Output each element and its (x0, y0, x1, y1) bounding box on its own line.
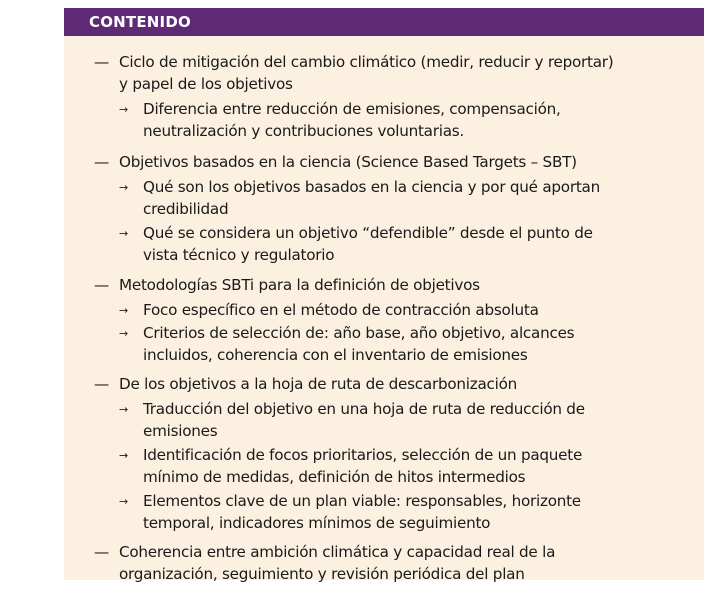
list-item-text: Objetivos basados en la ciencia (Science Based Targets – SBT) (119, 153, 577, 171)
sub-item-text: Traducción del objetivo en una hoja de ruta de reducción de emisiones (143, 400, 585, 440)
list-item-text: Ciclo de mitigación del cambio climático (medir, reducir y reportar) y papel de los objetivos (119, 53, 614, 93)
arrow-icon: → (119, 227, 128, 240)
arrow-icon: → (119, 449, 128, 462)
section-header: CONTENIDO (64, 8, 704, 36)
content-card (64, 8, 704, 583)
sub-item-text: Identificación de focos prioritarios, selección de un paquete mínimo de medidas, definición de hitos intermedios (143, 446, 583, 486)
arrow-icon: → (119, 103, 128, 116)
sub-item-text: Elementos clave de un plan viable: responsables, horizonte temporal, indicadores mínimos de seguimiento (143, 492, 581, 532)
list-item-text: De los objetivos a la hoja de ruta de descarbonización (119, 375, 517, 393)
dash-bullet: — (94, 53, 109, 71)
arrow-icon: → (119, 495, 128, 508)
sub-item-text: Criterios de selección de: año base, año objetivo, alcances incluidos, coherencia con el inventario de emisiones (143, 324, 575, 364)
dash-bullet: — (94, 276, 109, 294)
sub-item-text: Foco específico en el método de contracción absoluta (143, 301, 539, 319)
sub-item-text: Diferencia entre reducción de emisiones, compensación, neutralización y contribuciones voluntarias. (143, 100, 561, 140)
dash-bullet: — (94, 543, 109, 561)
list-item-text: Coherencia entre ambición climática y capacidad real de la organización, seguimiento y revisión periódica del plan (119, 543, 556, 583)
arrow-icon: → (119, 304, 128, 317)
arrow-icon: → (119, 327, 128, 340)
sub-item-text: Qué se considera un objetivo “defendible” desde el punto de vista técnico y regulatorio (143, 224, 593, 264)
list-item-text: Metodologías SBTi para la definición de objetivos (119, 276, 480, 294)
sub-item-text: Qué son los objetivos basados en la ciencia y por qué aportan credibilidad (143, 178, 600, 218)
arrow-icon: → (119, 181, 128, 194)
dash-bullet: — (94, 153, 109, 171)
arrow-icon: → (119, 403, 128, 416)
dash-bullet: — (94, 375, 109, 393)
